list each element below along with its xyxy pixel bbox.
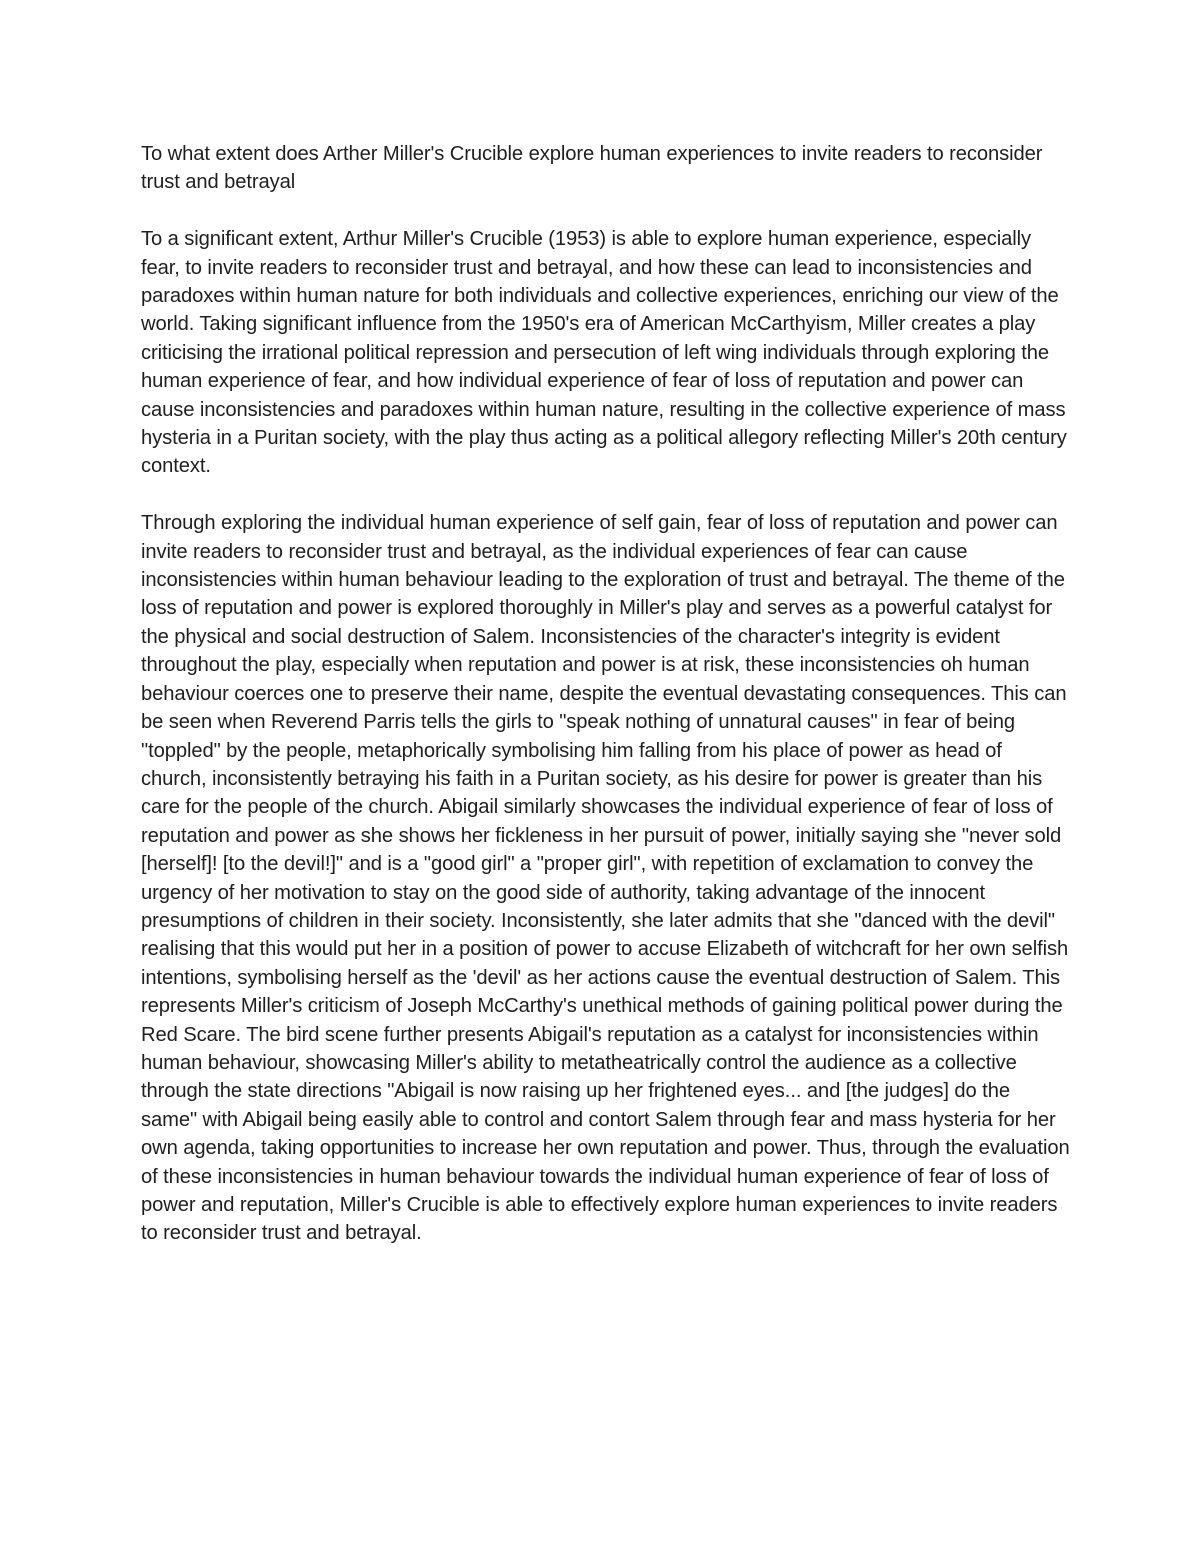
body-paragraph: Through exploring the individual human experience of self gain, fear of loss of reputation and power can invite readers to reconsider trust and betrayal, as the individual experiences of fear can cause inconsistencies within human behaviour leading to the exploration of trust and betrayal. The theme of the loss of reputation and power is explored thoroughly in Miller's play and serves as a powerful catalyst for the physical and social destruction of Salem. Inconsistencies of the character's integrity is evident throughout the play, especially when reputation and power is at risk, these inconsistencies oh human behaviour coerces one to preserve their name, despite the eventual devastating consequences. This can be seen when Reverend Parris tells the girls to "speak nothing of unnatural causes" in fear of being "toppled" by the people, metaphorically symbolising him falling from his place of power as head of church, inconsistently betraying his faith in a Puritan society, as his desire for power is greater than his care for the people of the church. Abigail similarly showcases the individual experience of fear of loss of reputation and power as she shows her fickleness in her pursuit of power, initially saying she "never sold [herself]! [to the devil!]" and is a "good girl" a "proper girl", with repetition of exclamation to convey the urgency of her motivation to stay on the good side of authority, taking advantage of the innocent presumptions of children in their society. Inconsistently, she later admits that she "danced with the devil" realising that this would put her in a position of power to accuse Elizabeth of witchcraft for her own selfish intentions, symbolising herself as the 'devil' as her actions cause the eventual destruction of Salem. This represents Miller's criticism of Joseph McCarthy's unethical methods of gaining political power during the Red Scare. The bird scene further presents Abigail's reputation as a catalyst for inconsistencies within human behaviour, showcasing Miller's ability to metatheatrically control the audience as a collective through the state directions "Abigail is now raising up her frightened eyes... and [the judges] do the same" with Abigail being easily able to control and contort Salem through fear and mass hysteria for her own agenda, taking opportunities to increase her own reputation and power. Thus, through the evaluation of these inconsistencies in human behaviour towards the individual human experience of fear of loss of power and reputation, Miller's Crucible is able to effectively explore human experiences to invite readers to reconsider trust and betrayal. — [141, 512, 1070, 1245]
introduction-paragraph: To a significant extent, Arthur Miller's Crucible (1953) is able to explore human experience, especially fear, to invite readers to reconsider trust and betrayal, and how these can lead to inconsistencies and paradoxes within human nature for both individuals and collective experiences, enriching our view of the world. Taking significant influence from the 1950's era of American McCarthyism, Miller creates a play criticising the irrational political repression and persecution of left wing individuals through exploring the human experience of fear, and how individual experience of fear of loss of reputation and power can cause inconsistencies and paradoxes within human nature, resulting in the collective experience of mass hysteria in a Puritan society, with the play thus acting as a political allegory reflecting Miller's 20th century context. — [141, 228, 1067, 478]
document-body — [141, 140, 1071, 1276]
essay-question: To what extent does Arther Miller's Crucible explore human experiences to invite readers to reconsider trust and betrayal — [141, 143, 1043, 194]
